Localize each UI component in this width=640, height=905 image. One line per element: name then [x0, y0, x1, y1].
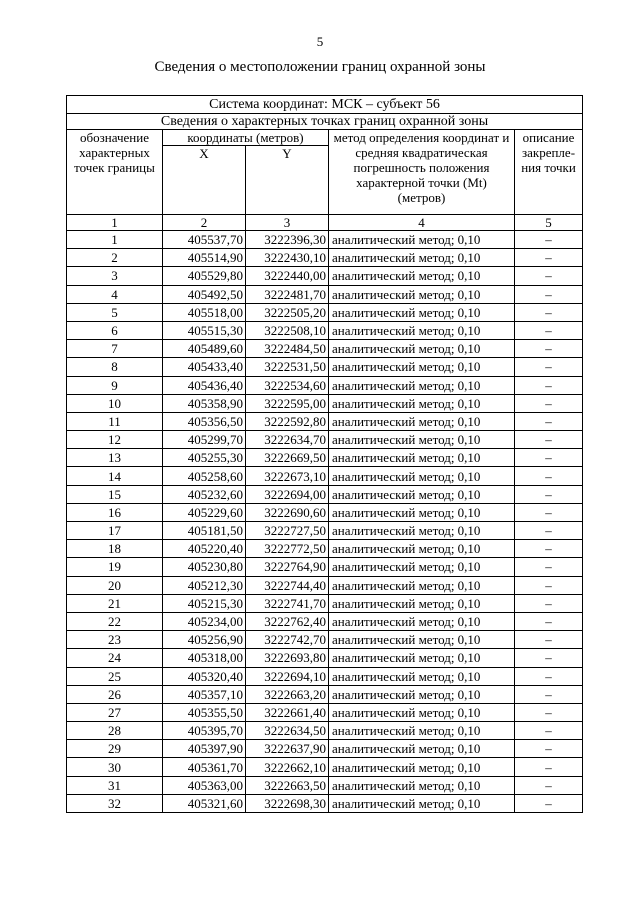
x-coordinate: 405299,70: [163, 431, 246, 449]
x-coordinate: 405255,30: [163, 449, 246, 467]
y-coordinate: 3222764,90: [246, 558, 329, 576]
method-cell: аналитический метод; 0,10: [329, 703, 515, 721]
point-number: 21: [67, 594, 163, 612]
designation-header: обозначение характерных точек границы: [67, 130, 163, 215]
table-row: [67, 794, 583, 812]
point-number: 6: [67, 321, 163, 339]
y-coordinate: 3222673,10: [246, 467, 329, 485]
y-coordinate: 3222690,60: [246, 503, 329, 521]
description-cell: –: [515, 467, 583, 485]
y-coordinate: 3222744,40: [246, 576, 329, 594]
method-cell: аналитический метод; 0,10: [329, 794, 515, 812]
description-cell: –: [515, 267, 583, 285]
description-cell: –: [515, 685, 583, 703]
point-number: 25: [67, 667, 163, 685]
point-number: 14: [67, 467, 163, 485]
y-coordinate: 3222531,50: [246, 358, 329, 376]
x-coordinate: 405514,90: [163, 249, 246, 267]
page-number: 5: [316, 34, 324, 49]
table-row: [67, 449, 583, 467]
x-coordinate: 405215,30: [163, 594, 246, 612]
description-cell: –: [515, 703, 583, 721]
point-number: 11: [67, 412, 163, 430]
table-row: [67, 540, 583, 558]
x-coordinate: 405234,00: [163, 612, 246, 630]
y-coordinate: 3222481,70: [246, 285, 329, 303]
method-header: метод определения координат и средняя квадратическая погрешность положения характерной точки (Mt) (метров): [329, 130, 515, 215]
y-coordinate: 3222698,30: [246, 794, 329, 812]
description-cell: –: [515, 340, 583, 358]
description-cell: –: [515, 576, 583, 594]
y-coordinate: 3222727,50: [246, 522, 329, 540]
y-coordinate: 3222742,70: [246, 631, 329, 649]
method-cell: аналитический метод; 0,10: [329, 321, 515, 339]
x-coordinate: 405212,30: [163, 576, 246, 594]
page-title: Сведения о местоположении границ охранной зоны: [154, 59, 486, 75]
x-coordinate: 405518,00: [163, 303, 246, 321]
point-number: 12: [67, 431, 163, 449]
method-cell: аналитический метод; 0,10: [329, 558, 515, 576]
point-number: 4: [67, 285, 163, 303]
x-coordinate: 405232,60: [163, 485, 246, 503]
description-cell: –: [515, 649, 583, 667]
y-coordinate: 3222534,60: [246, 376, 329, 394]
x-coordinate: 405395,70: [163, 722, 246, 740]
description-cell: –: [515, 231, 583, 249]
x-coordinate: 405229,60: [163, 503, 246, 521]
description-cell: –: [515, 522, 583, 540]
y-coordinate: 3222634,70: [246, 431, 329, 449]
table-row: [67, 431, 583, 449]
table-row: [67, 667, 583, 685]
col-number-2: 2: [163, 215, 246, 231]
description-cell: –: [515, 722, 583, 740]
table-row: [67, 358, 583, 376]
x-coordinate: 405230,80: [163, 558, 246, 576]
table-row: [67, 522, 583, 540]
x-coordinate: 405358,90: [163, 394, 246, 412]
description-cell: –: [515, 758, 583, 776]
table-row: [67, 249, 583, 267]
method-cell: аналитический метод; 0,10: [329, 267, 515, 285]
method-cell: аналитический метод; 0,10: [329, 485, 515, 503]
y-coordinate: 3222694,10: [246, 667, 329, 685]
description-cell: –: [515, 740, 583, 758]
method-cell: аналитический метод; 0,10: [329, 285, 515, 303]
description-cell: –: [515, 394, 583, 412]
point-number: 2: [67, 249, 163, 267]
method-cell: аналитический метод; 0,10: [329, 667, 515, 685]
y-coordinate: 3222508,10: [246, 321, 329, 339]
description-cell: –: [515, 776, 583, 794]
table-row: [67, 558, 583, 576]
point-number: 16: [67, 503, 163, 521]
x-coordinate: 405492,50: [163, 285, 246, 303]
table-row: [67, 467, 583, 485]
table-row: [67, 576, 583, 594]
y-coordinate: 3222634,50: [246, 722, 329, 740]
method-cell: аналитический метод; 0,10: [329, 740, 515, 758]
x-coordinate: 405361,70: [163, 758, 246, 776]
point-number: 8: [67, 358, 163, 376]
x-coordinate: 405397,90: [163, 740, 246, 758]
col-number-5: 5: [515, 215, 583, 231]
point-number: 31: [67, 776, 163, 794]
table-row: [67, 285, 583, 303]
table-row: [67, 321, 583, 339]
table-row: [67, 376, 583, 394]
method-cell: аналитический метод; 0,10: [329, 394, 515, 412]
method-cell: аналитический метод; 0,10: [329, 522, 515, 540]
point-number: 22: [67, 612, 163, 630]
table-row: [67, 231, 583, 249]
x-coordinate: 405318,00: [163, 649, 246, 667]
point-number: 20: [67, 576, 163, 594]
col-number-4: 4: [329, 215, 515, 231]
y-coordinate: 3222592,80: [246, 412, 329, 430]
col-number-1: 1: [67, 215, 163, 231]
y-coordinate: 3222741,70: [246, 594, 329, 612]
description-cell: –: [515, 667, 583, 685]
method-cell: аналитический метод; 0,10: [329, 231, 515, 249]
point-number: 5: [67, 303, 163, 321]
description-cell: –: [515, 540, 583, 558]
description-cell: –: [515, 321, 583, 339]
coordinate-system-header: Система координат: МСК – субъект 56: [67, 96, 583, 114]
method-cell: аналитический метод; 0,10: [329, 594, 515, 612]
description-cell: –: [515, 249, 583, 267]
y-header: Y: [246, 146, 329, 215]
description-cell: –: [515, 285, 583, 303]
y-coordinate: 3222762,40: [246, 612, 329, 630]
description-cell: –: [515, 431, 583, 449]
table-row: [67, 740, 583, 758]
x-coordinate: 405436,40: [163, 376, 246, 394]
table-row: [67, 267, 583, 285]
description-cell: –: [515, 412, 583, 430]
table-row: [67, 303, 583, 321]
x-coordinate: 405258,60: [163, 467, 246, 485]
description-cell: –: [515, 612, 583, 630]
method-cell: аналитический метод; 0,10: [329, 540, 515, 558]
description-cell: –: [515, 485, 583, 503]
table-row: [67, 340, 583, 358]
table-row: [67, 703, 583, 721]
x-coordinate: 405356,50: [163, 412, 246, 430]
method-cell: аналитический метод; 0,10: [329, 758, 515, 776]
x-coordinate: 405181,50: [163, 522, 246, 540]
point-number: 29: [67, 740, 163, 758]
point-number: 10: [67, 394, 163, 412]
method-cell: аналитический метод; 0,10: [329, 358, 515, 376]
table-row: [67, 722, 583, 740]
y-coordinate: 3222396,30: [246, 231, 329, 249]
method-cell: аналитический метод; 0,10: [329, 722, 515, 740]
y-coordinate: 3222440,00: [246, 267, 329, 285]
point-number: 13: [67, 449, 163, 467]
point-number: 1: [67, 231, 163, 249]
description-cell: –: [515, 594, 583, 612]
description-cell: –: [515, 631, 583, 649]
x-coordinate: 405256,90: [163, 631, 246, 649]
method-cell: аналитический метод; 0,10: [329, 340, 515, 358]
x-coordinate: 405489,60: [163, 340, 246, 358]
method-cell: аналитический метод; 0,10: [329, 576, 515, 594]
table-row: [67, 612, 583, 630]
description-header: описание закрепле-ния точки: [515, 130, 583, 215]
x-coordinate: 405537,70: [163, 231, 246, 249]
point-number: 15: [67, 485, 163, 503]
x-coordinate: 405320,40: [163, 667, 246, 685]
x-coordinate: 405321,60: [163, 794, 246, 812]
y-coordinate: 3222663,50: [246, 776, 329, 794]
y-coordinate: 3222484,50: [246, 340, 329, 358]
point-number: 17: [67, 522, 163, 540]
method-cell: аналитический метод; 0,10: [329, 631, 515, 649]
point-number: 7: [67, 340, 163, 358]
y-coordinate: 3222693,80: [246, 649, 329, 667]
y-coordinate: 3222694,00: [246, 485, 329, 503]
method-cell: аналитический метод; 0,10: [329, 449, 515, 467]
point-number: 24: [67, 649, 163, 667]
method-cell: аналитический метод; 0,10: [329, 685, 515, 703]
description-cell: –: [515, 376, 583, 394]
method-cell: аналитический метод; 0,10: [329, 303, 515, 321]
description-cell: –: [515, 794, 583, 812]
table-row: [67, 685, 583, 703]
y-coordinate: 3222505,20: [246, 303, 329, 321]
x-coordinate: 405515,30: [163, 321, 246, 339]
table-row: [67, 412, 583, 430]
method-cell: аналитический метод; 0,10: [329, 376, 515, 394]
table-row: [67, 631, 583, 649]
table-row: [67, 758, 583, 776]
point-number: 18: [67, 540, 163, 558]
y-coordinate: 3222772,50: [246, 540, 329, 558]
method-cell: аналитический метод; 0,10: [329, 249, 515, 267]
table-row: [67, 394, 583, 412]
y-coordinate: 3222663,20: [246, 685, 329, 703]
x-coordinate: 405433,40: [163, 358, 246, 376]
method-cell: аналитический метод; 0,10: [329, 503, 515, 521]
description-cell: –: [515, 449, 583, 467]
point-number: 32: [67, 794, 163, 812]
table-row: [67, 503, 583, 521]
section-header: Сведения о характерных точках границ охранной зоны: [67, 114, 583, 130]
table-row: [67, 485, 583, 503]
method-cell: аналитический метод; 0,10: [329, 412, 515, 430]
table-row: [67, 776, 583, 794]
description-cell: –: [515, 503, 583, 521]
y-coordinate: 3222637,90: [246, 740, 329, 758]
point-number: 19: [67, 558, 163, 576]
y-coordinate: 3222662,10: [246, 758, 329, 776]
method-cell: аналитический метод; 0,10: [329, 431, 515, 449]
method-cell: аналитический метод; 0,10: [329, 649, 515, 667]
method-cell: аналитический метод; 0,10: [329, 776, 515, 794]
point-number: 9: [67, 376, 163, 394]
x-coordinate: 405529,80: [163, 267, 246, 285]
x-coordinate: 405355,50: [163, 703, 246, 721]
point-number: 23: [67, 631, 163, 649]
point-number: 28: [67, 722, 163, 740]
y-coordinate: 3222669,50: [246, 449, 329, 467]
method-cell: аналитический метод; 0,10: [329, 612, 515, 630]
y-coordinate: 3222595,00: [246, 394, 329, 412]
point-number: 3: [67, 267, 163, 285]
description-cell: –: [515, 558, 583, 576]
point-number: 30: [67, 758, 163, 776]
description-cell: –: [515, 303, 583, 321]
description-cell: –: [515, 358, 583, 376]
y-coordinate: 3222661,40: [246, 703, 329, 721]
x-header: X: [163, 146, 246, 215]
x-coordinate: 405363,00: [163, 776, 246, 794]
y-coordinate: 3222430,10: [246, 249, 329, 267]
point-number: 26: [67, 685, 163, 703]
boundary-points-table: [66, 95, 583, 813]
table-body: [67, 231, 583, 813]
table-row: [67, 649, 583, 667]
coordinates-header: координаты (метров): [163, 130, 329, 146]
x-coordinate: 405220,40: [163, 540, 246, 558]
method-cell: аналитический метод; 0,10: [329, 467, 515, 485]
point-number: 27: [67, 703, 163, 721]
x-coordinate: 405357,10: [163, 685, 246, 703]
col-number-3: 3: [246, 215, 329, 231]
table-row: [67, 594, 583, 612]
